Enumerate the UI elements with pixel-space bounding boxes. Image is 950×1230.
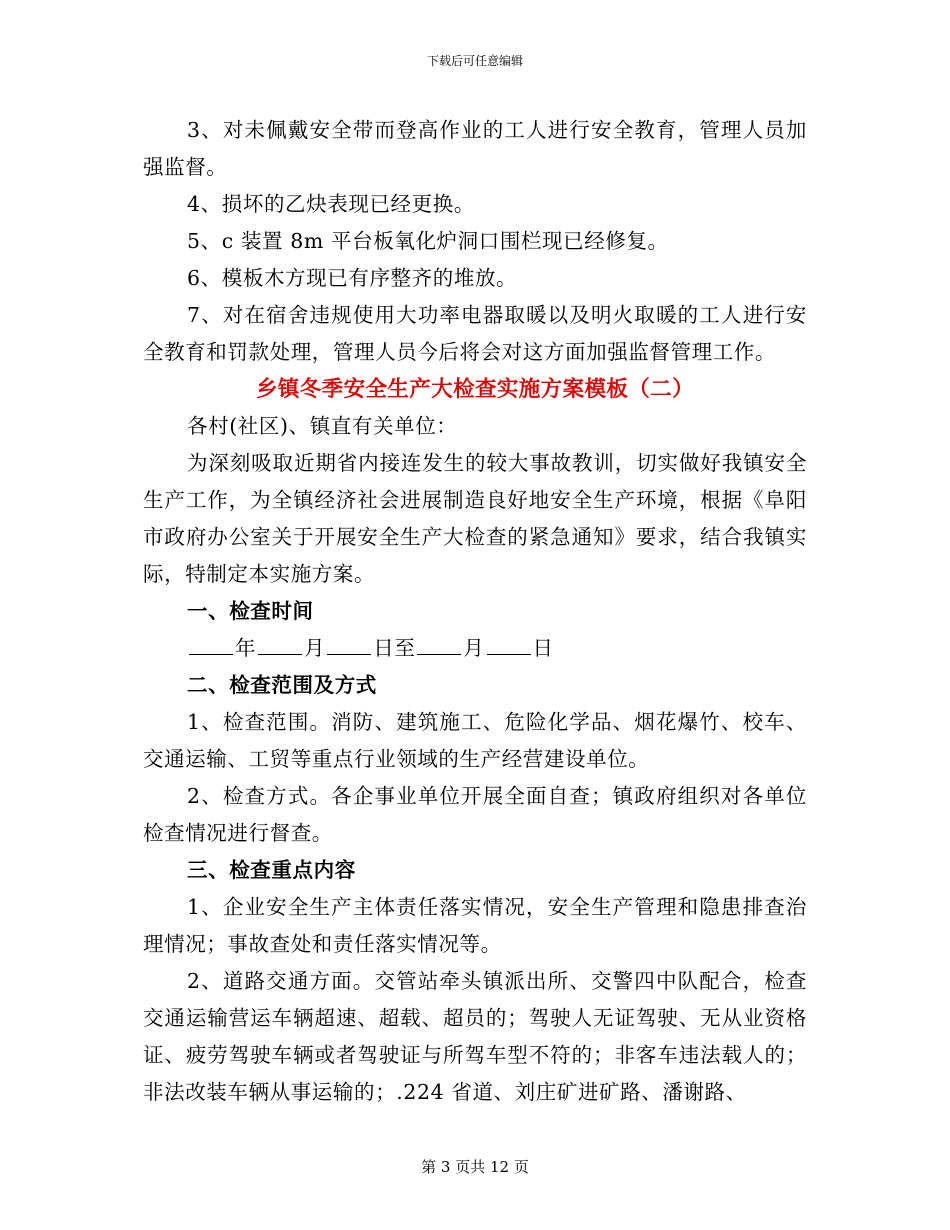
addressee-line: 各村(社区)、镇直有关单位： [187, 414, 458, 438]
date-fill-line [143, 630, 807, 667]
paragraph-item-7: 7、对在宿舍违规使用大功率电器取暖以及明火取暖的工人进行安全教育和罚款处理，管理人员今后将会对这方面加强监督管理工作。 [143, 303, 807, 364]
paragraph-item-3: 3、对未佩戴安全带而登高作业的工人进行安全教育，管理人员加强监督。 [143, 118, 807, 179]
blank-day [327, 632, 371, 655]
page-header: 下载后可任意编辑 [426, 54, 523, 68]
heading-scope-method: 二、检查范围及方式 [187, 673, 377, 697]
intro-paragraph: 为深刻吸取近期省内接连发生的较大事故教训，切实做好我镇安全生产工作，为全镇经济社会进展制造良好地安全生产环境，根据《阜阳市政府办公室关于开展安全生产大检查的紧急通知》要求，结合我镇实际，特制定本实施方案。 [143, 451, 807, 586]
date-year-label: 年 [235, 636, 257, 660]
heading-check-time: 一、检查时间 [187, 599, 314, 623]
key-content-2: 2、道路交通方面。交管站牵头镇派出所、交警四中队配合，检查交通运输营运车辆超速、超载、超员的；驾驶人无证驾驶、无从业资格证、疲劳驾驶车辆或者驾驶证与所驾车型不符的；非客车违法载人的；非法改装车辆从事运输的；.224 省道、刘庄矿进矿路、潘谢路、 [143, 969, 807, 1104]
section-title: 乡镇冬季安全生产大检查实施方案模板（二） [255, 377, 694, 402]
blank-month [258, 632, 302, 655]
date-month-label: 月 [304, 636, 326, 660]
document-body [143, 112, 807, 1111]
scope-paragraph: 1、检查范围。消防、建筑施工、危险化学品、烟花爆竹、校车、交通运输、工贸等重点行业领域的生产经营建设单位。 [143, 710, 807, 771]
heading-key-content: 三、检查重点内容 [187, 858, 356, 882]
paragraph-item-5: 5、c 装置 8m 平台板氧化炉洞口围栏现已经修复。 [187, 229, 669, 253]
blank-year [189, 632, 233, 655]
page-footer: 第 3 页共 12 页 [421, 1158, 529, 1176]
method-paragraph: 2、检查方式。各企事业单位开展全面自查；镇政府组织对各单位检查情况进行督查。 [143, 784, 807, 845]
date-dayto-label: 日至 [373, 636, 416, 660]
blank-month-2 [417, 632, 461, 655]
key-content-1: 1、企业安全生产主体责任落实情况，安全生产管理和隐患排查治理情况；事故查处和责任落实情况等。 [143, 895, 807, 956]
paragraph-item-6: 6、模板木方现已有序整齐的堆放。 [187, 266, 518, 290]
paragraph-item-4: 4、损坏的乙炔表现已经更换。 [187, 192, 475, 216]
date-month2-label: 月 [463, 636, 485, 660]
date-day-label: 日 [532, 636, 554, 660]
blank-day-2 [487, 632, 531, 655]
